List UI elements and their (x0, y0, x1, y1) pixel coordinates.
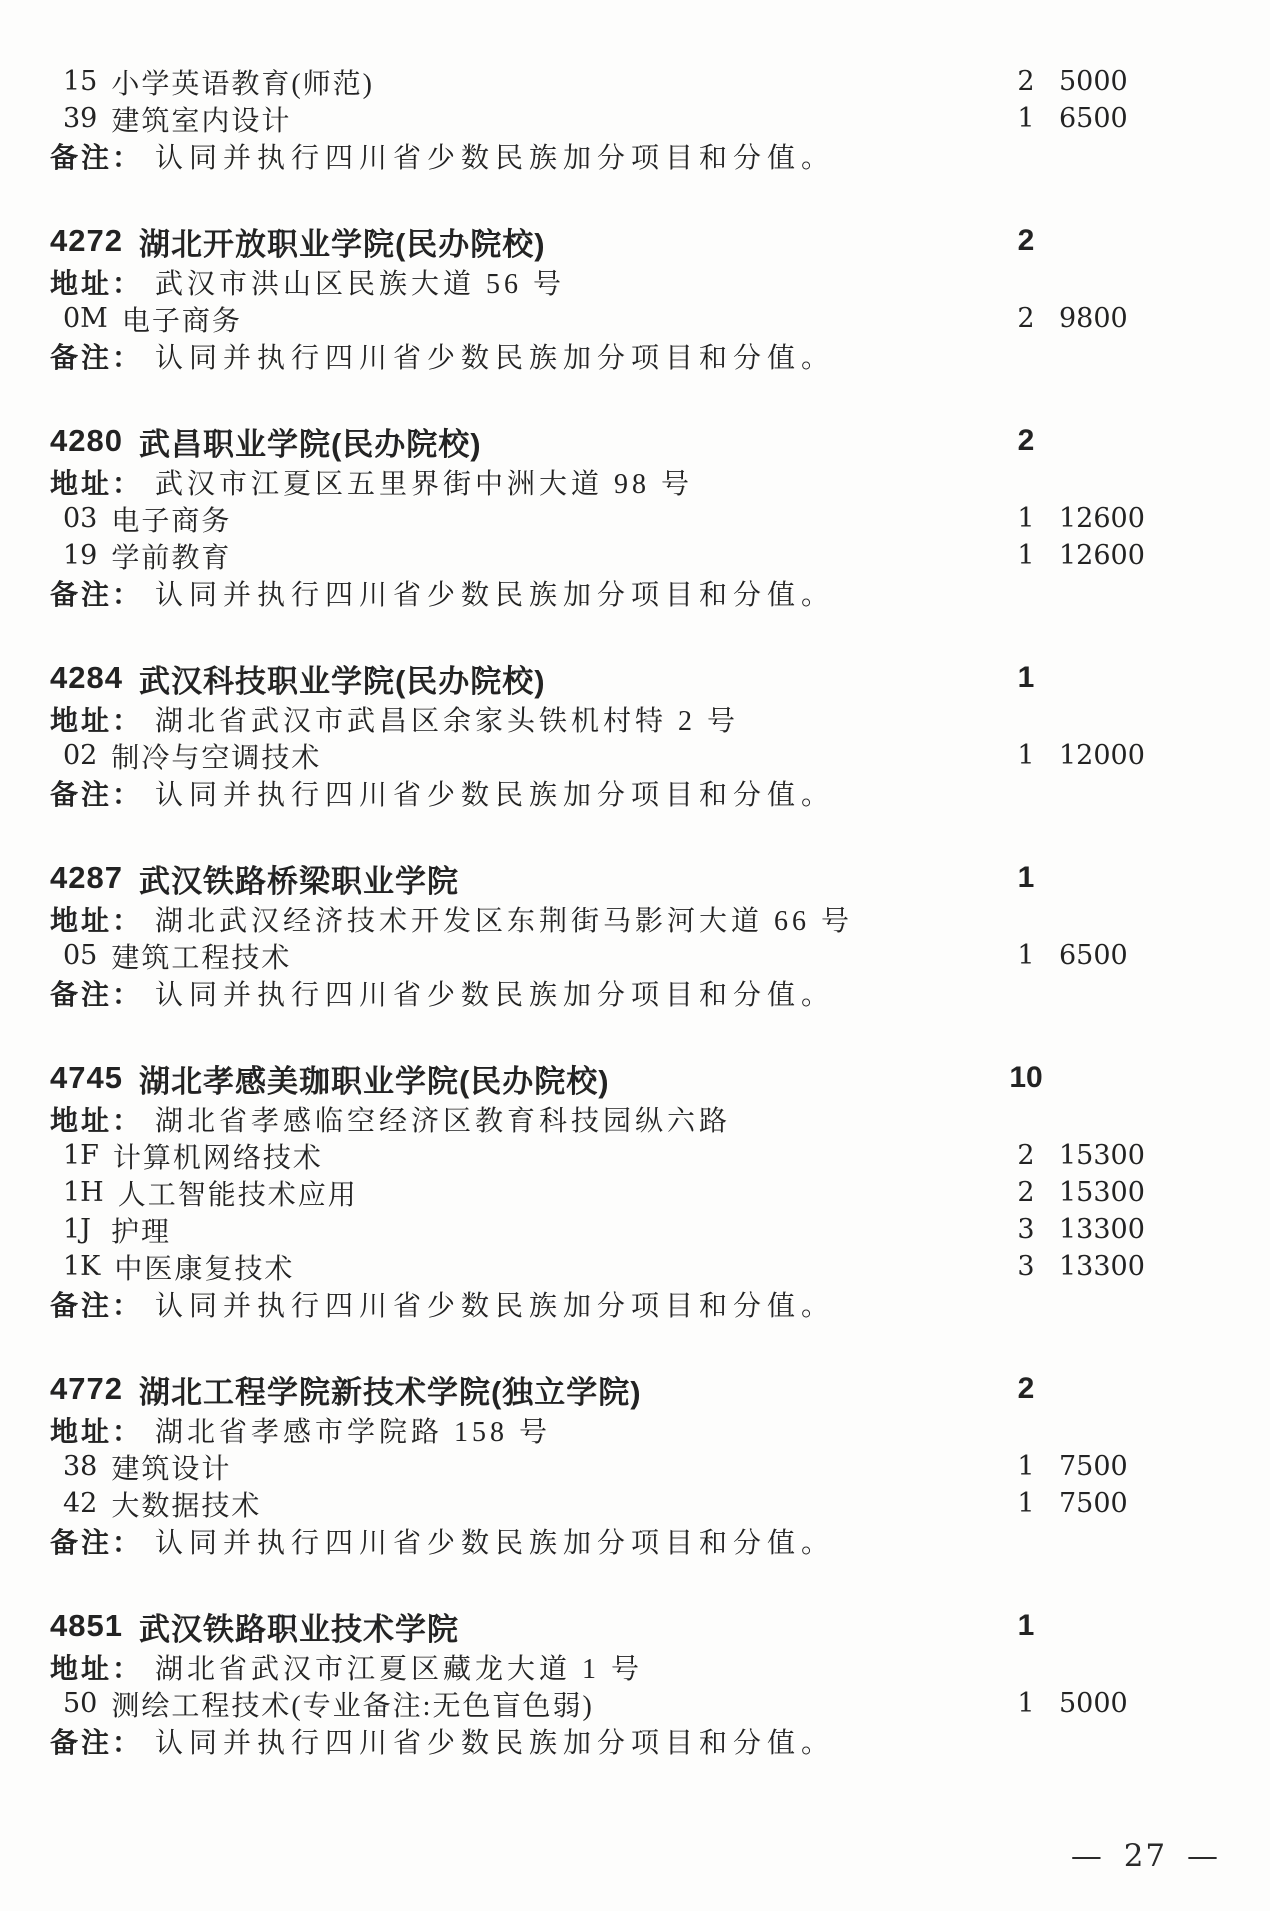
institution-total-count: 2 (1017, 1372, 1035, 1405)
major-plan-count: 1 (1017, 940, 1035, 971)
institution-header (0, 1367, 1270, 1411)
major-plan-count: 1 (1017, 1688, 1035, 1719)
note-label: 备注： (50, 979, 144, 1011)
major-code: 15 (63, 66, 98, 97)
note-label: 备注： (50, 1527, 144, 1559)
note-text: 认同并执行四川省少数民族加分项目和分值。 (155, 979, 836, 1011)
major-row (0, 63, 1270, 100)
major-name: 人工智能技术应用 (117, 1179, 358, 1211)
institution-header (0, 856, 1270, 900)
major-tuition-fee: 13300 (1059, 1251, 1145, 1282)
major-name: 大数据技术 (111, 1490, 262, 1522)
major-tuition-fee: 12000 (1059, 740, 1145, 771)
address-line (0, 1411, 1270, 1448)
address-label: 地址： (50, 1416, 144, 1448)
note-line (0, 137, 1270, 174)
address-line (0, 1100, 1270, 1137)
address-label: 地址： (50, 468, 144, 500)
note-text: 认同并执行四川省少数民族加分项目和分值。 (155, 1727, 836, 1759)
major-row (0, 1211, 1270, 1248)
note-label: 备注： (50, 1290, 144, 1322)
note-text: 认同并执行四川省少数民族加分项目和分值。 (155, 1527, 836, 1559)
institution-code: 4772 (50, 1371, 123, 1406)
institution-total-count: 1 (1017, 861, 1035, 894)
address-text: 湖北武汉经济技术开发区东荆街马影河大道 66 号 (155, 905, 854, 937)
major-row (0, 537, 1270, 574)
major-name: 护理 (111, 1216, 172, 1248)
institution-name: 武汉铁路职业技术学院 (138, 1611, 459, 1647)
continued-section (0, 63, 1270, 174)
major-tuition-fee: 12600 (1059, 540, 1145, 571)
note-line (0, 1522, 1270, 1559)
major-code: 42 (63, 1488, 98, 1519)
institution-header (0, 219, 1270, 263)
major-list (0, 500, 1270, 574)
address-text: 湖北省武汉市武昌区余家头铁机村特 2 号 (155, 705, 740, 737)
institution-section (0, 1367, 1270, 1559)
major-row (0, 300, 1270, 337)
major-row (0, 1248, 1270, 1285)
address-text: 湖北省武汉市江夏区藏龙大道 1 号 (155, 1653, 644, 1685)
major-code: 0M (63, 303, 108, 334)
address-label: 地址： (50, 905, 144, 937)
major-list (0, 300, 1270, 337)
major-tuition-fee: 15300 (1059, 1140, 1145, 1171)
major-row (0, 937, 1270, 974)
note-line (0, 574, 1270, 611)
major-tuition-fee: 6500 (1059, 103, 1128, 134)
major-row (0, 737, 1270, 774)
major-tuition-fee: 9800 (1059, 303, 1128, 334)
major-plan-count: 1 (1017, 503, 1035, 534)
major-tuition-fee: 6500 (1059, 940, 1128, 971)
note-label: 备注： (50, 579, 144, 611)
major-plan-count: 1 (1017, 1488, 1035, 1519)
institution-name: 武汉科技职业学院(民办院校) (138, 663, 546, 699)
major-tuition-fee: 7500 (1059, 1451, 1128, 1482)
note-line (0, 774, 1270, 811)
major-row (0, 1174, 1270, 1211)
major-name: 建筑工程技术 (111, 942, 292, 974)
note-text: 认同并执行四川省少数民族加分项目和分值。 (155, 342, 836, 374)
address-text: 武汉市江夏区五里界街中洲大道 98 号 (155, 468, 694, 500)
address-label: 地址： (50, 705, 144, 737)
page-number: — 27 — (1070, 1838, 1220, 1874)
institution-code: 4745 (50, 1060, 123, 1095)
institution-section (0, 1604, 1270, 1759)
institution-section (0, 856, 1270, 1011)
major-plan-count: 2 (1017, 66, 1035, 97)
note-text: 认同并执行四川省少数民族加分项目和分值。 (155, 579, 836, 611)
major-row (0, 1137, 1270, 1174)
major-code: 02 (63, 740, 98, 771)
address-text: 武汉市洪山区民族大道 56 号 (155, 268, 566, 300)
major-plan-count: 2 (1017, 303, 1035, 334)
institution-header (0, 656, 1270, 700)
institution-total-count: 2 (1017, 224, 1035, 257)
address-label: 地址： (50, 1105, 144, 1137)
note-label: 备注： (50, 342, 144, 374)
note-text: 认同并执行四川省少数民族加分项目和分值。 (155, 142, 836, 174)
major-plan-count: 1 (1017, 103, 1035, 134)
major-name: 电子商务 (111, 505, 232, 537)
note-label: 备注： (50, 1727, 144, 1759)
major-list (0, 1685, 1270, 1722)
major-row (0, 500, 1270, 537)
major-tuition-fee: 7500 (1059, 1488, 1128, 1519)
major-name: 中医康复技术 (114, 1253, 295, 1285)
institution-code: 4287 (50, 860, 123, 895)
major-code: 39 (63, 103, 98, 134)
major-row (0, 100, 1270, 137)
institution-name: 武汉铁路桥梁职业学院 (138, 863, 459, 899)
major-tuition-fee: 5000 (1059, 1688, 1128, 1719)
major-plan-count: 3 (1017, 1214, 1035, 1245)
major-name: 电子商务 (121, 305, 242, 337)
institution-header (0, 419, 1270, 463)
major-tuition-fee: 12600 (1059, 503, 1145, 534)
major-code: 19 (63, 540, 98, 571)
note-line (0, 337, 1270, 374)
major-list (0, 737, 1270, 774)
note-line (0, 974, 1270, 1011)
address-label: 地址： (50, 268, 144, 300)
institution-total-count: 1 (1017, 1609, 1035, 1642)
major-name: 建筑设计 (111, 1453, 232, 1485)
major-list (0, 1448, 1270, 1522)
institution-code: 4851 (50, 1608, 123, 1643)
major-name: 学前教育 (111, 542, 232, 574)
institution-name: 湖北孝感美珈职业学院(民办院校) (138, 1063, 610, 1099)
major-tuition-fee: 15300 (1059, 1177, 1145, 1208)
note-line (0, 1722, 1270, 1759)
major-code: 1F (63, 1140, 99, 1171)
major-plan-count: 1 (1017, 740, 1035, 771)
major-plan-count: 1 (1017, 1451, 1035, 1482)
major-code: 05 (63, 940, 98, 971)
institution-name: 湖北工程学院新技术学院(独立学院) (138, 1374, 642, 1410)
institution-section (0, 419, 1270, 611)
major-name: 小学英语教育(师范) (111, 68, 375, 100)
note-text: 认同并执行四川省少数民族加分项目和分值。 (155, 1290, 836, 1322)
major-plan-count: 2 (1017, 1177, 1035, 1208)
address-text: 湖北省孝感临空经济区教育科技园纵六路 (155, 1105, 732, 1137)
institution-list (0, 219, 1270, 1759)
major-name: 测绘工程技术(专业备注:无色盲色弱) (111, 1690, 594, 1722)
institution-total-count: 10 (1009, 1061, 1043, 1094)
address-label: 地址： (50, 1653, 144, 1685)
major-code: 50 (63, 1688, 98, 1719)
major-tuition-fee: 13300 (1059, 1214, 1145, 1245)
address-line (0, 263, 1270, 300)
institution-section (0, 656, 1270, 811)
address-line (0, 463, 1270, 500)
major-plan-count: 1 (1017, 540, 1035, 571)
major-list (0, 1137, 1270, 1285)
institution-header (0, 1604, 1270, 1648)
major-row (0, 1448, 1270, 1485)
institution-code: 4272 (50, 223, 123, 258)
major-list (0, 937, 1270, 974)
major-name: 建筑室内设计 (111, 105, 292, 137)
major-code: 38 (63, 1451, 98, 1482)
note-line (0, 1285, 1270, 1322)
page-footer (1071, 1838, 1220, 1874)
institution-name: 武昌职业学院(民办院校) (138, 426, 482, 462)
institution-section (0, 1056, 1270, 1322)
major-code: 03 (63, 503, 98, 534)
institution-total-count: 2 (1017, 424, 1035, 457)
major-row (0, 1485, 1270, 1522)
note-label: 备注： (50, 142, 144, 174)
address-text: 湖北省孝感市学院路 158 号 (155, 1416, 552, 1448)
note-label: 备注： (50, 779, 144, 811)
institution-total-count: 1 (1017, 661, 1035, 694)
major-code: 1J (63, 1214, 92, 1245)
major-code: 1H (63, 1177, 104, 1208)
major-row (0, 1685, 1270, 1722)
address-line (0, 700, 1270, 737)
major-plan-count: 2 (1017, 1140, 1035, 1171)
institution-code: 4284 (50, 660, 123, 695)
note-text: 认同并执行四川省少数民族加分项目和分值。 (155, 779, 836, 811)
address-line (0, 900, 1270, 937)
address-line (0, 1648, 1270, 1685)
institution-section (0, 219, 1270, 374)
institution-header (0, 1056, 1270, 1100)
institution-name: 湖北开放职业学院(民办院校) (138, 226, 546, 262)
major-name: 计算机网络技术 (112, 1142, 323, 1174)
major-code: 1K (63, 1251, 101, 1282)
major-plan-count: 3 (1017, 1251, 1035, 1282)
major-name: 制冷与空调技术 (111, 742, 322, 774)
major-tuition-fee: 5000 (1059, 66, 1128, 97)
institution-code: 4280 (50, 423, 123, 458)
